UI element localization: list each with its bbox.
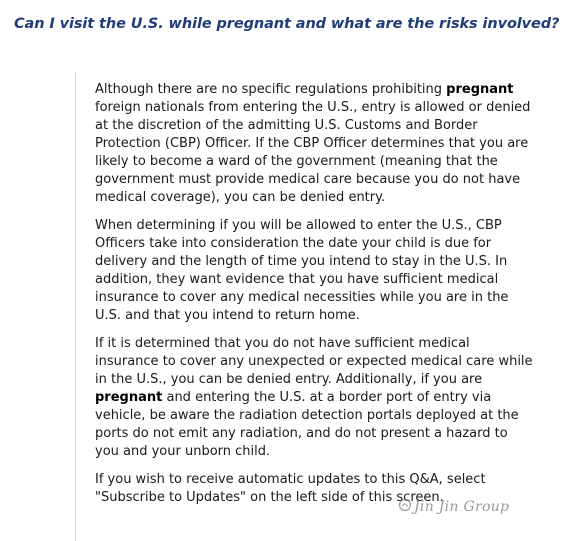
p3-bold-pregnant: pregnant [95,390,163,405]
watermark [398,498,509,516]
p1-text-after: foreign nationals from entering the U.S., entry is allowed or denied at the discretion of the admitting U.S. Customs and Border Protection (CBP) Officer. If the CBP Officer determines that you are likely to become a ward of the government (meaning that the government must provide medical care because you do not have medical coverage), you can be denied entry. [95,100,531,205]
p1-text-before: Although there are no specific regulations prohibiting [95,82,447,97]
answer-paragraph-3 [95,335,535,461]
answer-body [95,81,535,517]
p3-text-before: If it is determined that you do not have sufficient medical insurance to cover any unexpected or expected medical care while in the U.S., you can be denied entry. Additionally, if you are [95,336,533,387]
answer-paragraph-4: If you wish to receive automatic updates to this Q&A, select "Subscribe to Updates" on the left side of this screen. [95,472,486,505]
p1-bold-pregnant: pregnant [446,82,514,97]
watermark-logo-icon [398,498,412,516]
answer-paragraph-2: When determining if you will be allowed to enter the U.S., CBP Officers take into consideration the date your child is due for delivery and the length of time you intend to stay in the U.S. In addition, they want evidence that you have sufficient medical insurance to cover any medical necessities while you are in the U.S. and that you intend to return home. [95,218,509,323]
p3-text-after: and entering the U.S. at a border port of entry via vehicle, be aware the radiation detection portals deployed at the ports do not emit any radiation, and do not present a hazard to you and your unborn child. [95,390,519,459]
question-heading: Can I visit the U.S. while pregnant and what are the risks involved? [14,16,560,32]
answer-paragraph-1 [95,81,535,207]
watermark-text: Jin Jin Group [414,499,510,515]
answer-block [75,72,565,541]
